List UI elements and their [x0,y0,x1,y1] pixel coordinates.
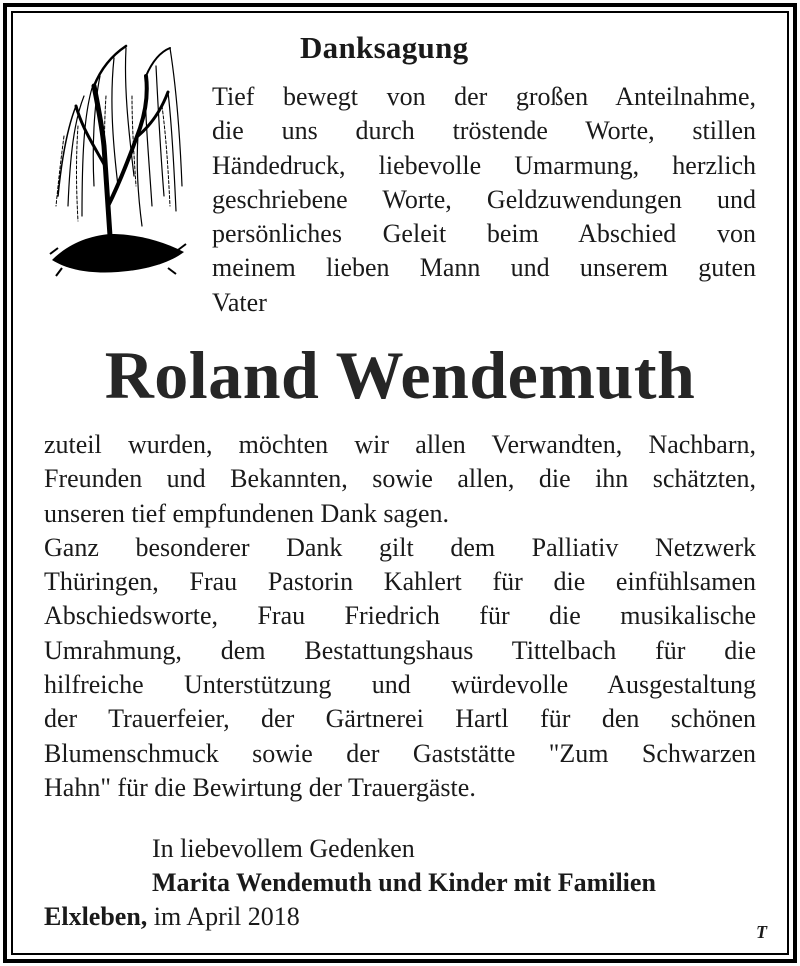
intro-line: Tief bewegt von der großen Anteilnahme, [212,82,756,111]
deceased-name: Roland Wendemuth [104,337,696,413]
intro-line: meinem lieben Mann und unserem guten [212,253,756,283]
body-line: Ganz besonderer Dank gilt dem Palliativ Netzwerk [44,532,756,562]
closing-block [152,832,656,900]
date-text: im April 2018 [153,902,300,931]
intro-line: Händedruck, liebevolle Umarmung, herzlich [212,150,756,180]
body-line: Thüringen, Frau Pastorin Kahlert für die einfühlsamen [44,567,756,597]
body-line: unseren tief empfundenen Dank sagen. [44,498,450,528]
body-line: Blumenschmuck sowie der Gaststätte "Zum Schwarzen [44,738,756,768]
body-line: der Trauerfeier, der Gärtnerei Hartl für den schönen [44,704,756,734]
body-line: Abschiedsworte, Frau Friedrich für die musikalische [44,601,756,631]
place-date [44,902,300,932]
place-name: Elxleben, [44,902,148,931]
body-paragraph [44,428,756,805]
publisher-mark: T [756,922,767,942]
intro-line: geschriebene Worte, Geldzuwendungen und [212,184,756,214]
weeping-willow-tree-icon [48,36,188,281]
family-signature: Marita Wendemuth und Kinder mit Familien [152,868,656,897]
body-line: Freunden und Bekannten, sowie allen, die ihn schätzten, [44,464,756,494]
intro-paragraph [212,80,756,320]
body-line: hilfreiche Unterstützung und würdevolle Ausgestaltung [44,670,756,700]
title: Danksagung [300,30,469,65]
body-line: zuteil wurden, möchten wir allen Verwandten, Nachbarn, [44,430,756,459]
intro-line: die uns durch tröstende Worte, stillen [212,116,756,146]
intro-line: persönliches Geleit beim Abschied von [212,219,756,249]
body-line: Hahn" für die Bewirtung der Trauergäste. [44,772,476,802]
closing-line: In liebevollem Gedenken [152,834,415,863]
body-line: Umrahmung, dem Bestattungshaus Tittelbach für die [44,635,756,665]
intro-line: Vater [212,287,267,317]
